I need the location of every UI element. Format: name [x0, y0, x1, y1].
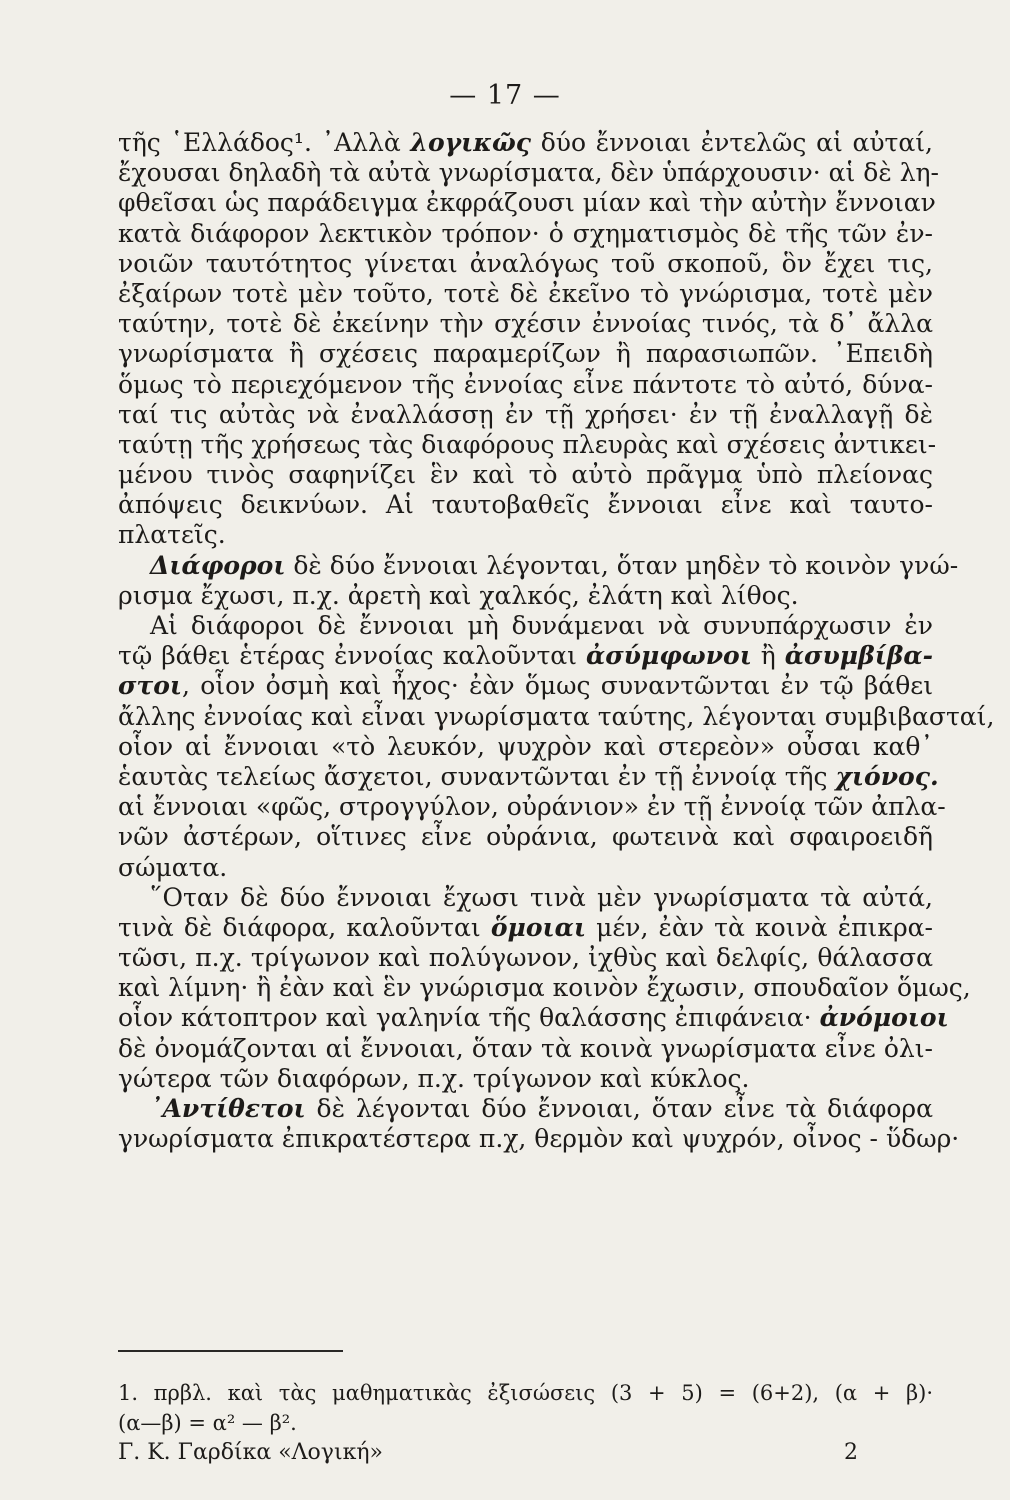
- text-run: δύο ἔννοιαι ἐντελῶς αἱ αὐταί,: [531, 128, 933, 157]
- text-run: ἔχουσαι δηλαδὴ τὰ αὐτὰ γνωρίσματα, δὲν ὑπάρχουσιν· αἱ δὲ λη-: [118, 158, 939, 188]
- text-line: [118, 370, 933, 400]
- text-line: [118, 309, 933, 339]
- text-line: [118, 581, 933, 611]
- footnote-line: (α—β) = α² — β².: [118, 1411, 297, 1435]
- text-run: ταύτῃ τῆς χρήσεως τὰς διαφόρους πλευρὰς καὶ σχέσεις ἀντικει-: [118, 429, 937, 459]
- emphasized-term: λογικῶς: [410, 128, 531, 157]
- text-line: [118, 339, 933, 369]
- text-run: τινὰ δὲ διάφορα, καλοῦνται: [118, 912, 491, 942]
- text-line: [118, 943, 933, 973]
- text-run: ἄλλης ἐννοίας καὶ εἶναι γνωρίσματα ταύτης, λέγονται συμβιβασταί,: [118, 701, 995, 731]
- text-line: [118, 671, 933, 701]
- footnote: [118, 1378, 933, 1438]
- text-run: πλατεῖς.: [118, 520, 226, 550]
- text-run: ἑαυτὰς τελείως ἄσχετοι, συναντῶνται ἐν τῇ ἐννοίᾳ τῆς: [118, 761, 836, 791]
- text-run: μένου τινὸς σαφηνίζει ἓν καὶ τὸ αὐτὸ πρᾶγμα ὑπὸ πλείονας: [118, 460, 933, 490]
- text-run: νοιῶν ταυτότητος γίνεται ἀναλόγως τοῦ σκοποῦ, ὃν ἔχει τις,: [118, 248, 933, 278]
- text-run: Αἱ διάφοροι δὲ ἔννοιαι μὴ δυνάμεναι νὰ συνυπάρχωσιν ἐν: [150, 611, 933, 640]
- text-line: [118, 913, 933, 943]
- text-line: [118, 460, 933, 490]
- text-line: [118, 822, 933, 852]
- text-run: ἀπόψεις δεικνύων. Αἱ ταυτοβαθεῖς ἔννοιαι εἶνε καὶ ταυτο-: [118, 490, 933, 520]
- text-line: [118, 490, 933, 520]
- text-run: καὶ λίμνη· ἢ ἐὰν καὶ ἓν γνώρισμα κοινὸν ἔχωσιν, σπουδαῖον ὅμως,: [118, 973, 971, 1003]
- text-run: ταί τις αὐτὰς νὰ ἐναλλάσσῃ ἐν τῇ χρήσει· ἐν τῇ ἐναλλαγῇ δὲ: [118, 399, 933, 429]
- footnote-line: 1. πρβλ. καὶ τὰς μαθηματικὰς ἐξισώσεις (3 + 5) = (6+2), (α + β)·: [118, 1381, 933, 1405]
- text-line: [118, 1124, 960, 1154]
- text-line: [118, 188, 936, 218]
- text-line: [118, 249, 933, 279]
- page-footer: [118, 1440, 858, 1465]
- text-line: [118, 1003, 949, 1033]
- text-run: γνωρίσματα ἢ σχέσεις παραμερίζων ἢ παρασιωπῶν. ᾿Επειδὴ: [118, 339, 933, 369]
- text-line: [118, 701, 995, 732]
- text-line: [118, 550, 959, 581]
- text-run: , οἷον ὀσμὴ καὶ ἦχος· ἐὰν ὅμως συναντῶνται ἐν τῷ βάθει: [182, 671, 933, 701]
- emphasized-term: ἀσύμφωνοι: [585, 641, 752, 671]
- text-line: [118, 1094, 933, 1124]
- text-run: σώματα.: [118, 852, 228, 882]
- emphasized-term: στοι: [118, 671, 183, 701]
- text-line: [118, 641, 933, 671]
- text-line: [118, 853, 933, 883]
- text-run: τῷ βάθει ἑτέρας ἐννοίας καλοῦνται: [118, 641, 586, 671]
- emphasized-term: Διάφοροι: [150, 550, 286, 580]
- text-run: ρισμα ἔχωσι, π.χ. ἀρετὴ καὶ χαλκός, ἐλάτη καὶ λίθος.: [118, 580, 799, 610]
- text-line: [118, 761, 939, 792]
- text-run: μέν, ἐὰν τὰ κοινὰ ἐπικρα-: [585, 912, 933, 942]
- text-run: αἱ ἔννοιαι «φῶς, στρογγύλον, οὐράνιον» ἐν τῇ ἐννοίᾳ τῶν ἀπλα-: [118, 792, 946, 822]
- signature-number: 2: [844, 1440, 858, 1465]
- text-run: νῶν ἀστέρων, οἵτινες εἶνε οὐράνια, φωτεινὰ καὶ σφαιροειδῆ: [118, 822, 933, 852]
- text-line: [118, 158, 939, 188]
- emphasized-term: ἀσυμβίβα-: [784, 641, 934, 671]
- text-run: δὲ ὀνομάζονται αἱ ἔννοιαι, ὅταν τὰ κοινὰ γνωρίσματα εἶνε ὀλι-: [118, 1033, 933, 1063]
- text-run: ὅμως τὸ περιεχόμενον τῆς ἐννοίας εἶνε πάντοτε τὸ αὐτό, δύνα-: [118, 369, 933, 399]
- text-run: ἐξαίρων τοτὲ μὲν τοῦτο, τοτὲ δὲ ἐκεῖνο τὸ γνώρισμα, τοτὲ μὲν: [118, 278, 933, 308]
- text-run: γνωρίσματα ἐπικρατέστερα π.χ, θερμὸν καὶ ψυχρόν, οἶνος - ὕδωρ·: [118, 1124, 960, 1154]
- text-line: [118, 429, 937, 460]
- text-run: ἢ: [751, 641, 785, 671]
- text-run: κατὰ διάφορον λεκτικὸν τρόπον· ὁ σχηματισμὸς δὲ τῆς τῶν ἐν-: [118, 218, 933, 248]
- text-line: [118, 611, 933, 641]
- text-line: [118, 1034, 933, 1064]
- text-run: τῆς ῾Ελλάδος¹. ᾿Αλλὰ: [118, 128, 411, 157]
- text-run: φθεῖσαι ὡς παράδειγμα ἐκφράζουσι μίαν καὶ τὴν αὐτὴν ἔννοιαν: [118, 188, 936, 218]
- text-line: [118, 1064, 933, 1094]
- text-run: ῞Οταν δὲ δύο ἔννοιαι ἔχωσι τινὰ μὲν γνωρίσματα τὰ αὐτά,: [150, 882, 933, 912]
- text-line: [118, 883, 933, 913]
- text-line: [118, 219, 933, 249]
- text-run: οἷον κάτοπτρον καὶ γαληνία τῆς θαλάσσης ἐπιφάνεια·: [118, 1003, 820, 1033]
- text-run: οἷον αἱ ἔννοιαι «τὸ λευκόν, ψυχρὸν καὶ στερεὸν» οὖσαι καθ᾿: [118, 731, 933, 761]
- text-run: τῶσι, π.χ. τρίγωνον καὶ πολύγωνον, ἰχθὺς καὶ δελφίς, θάλασσα: [118, 943, 933, 973]
- page-number: — 17 —: [449, 80, 561, 111]
- emphasized-term: ἀνόμοιοι: [819, 1003, 949, 1033]
- text-line: [118, 400, 933, 430]
- body-text: [118, 128, 995, 1154]
- footnote-rule: [118, 1350, 343, 1352]
- text-run: δὲ δύο ἔννοιαι λέγονται, ὅταν μηδὲν τὸ κοινὸν γνώ-: [285, 550, 959, 580]
- text-line: [118, 128, 933, 158]
- text-line: [118, 792, 946, 822]
- emphasized-term: χιόνος.: [835, 761, 939, 791]
- text-line: [118, 279, 933, 309]
- text-run: δὲ λέγονται δύο ἔννοιαι, ὅταν εἶνε τὰ διάφορα: [305, 1094, 933, 1123]
- text-run: γώτερα τῶν διαφόρων, π.χ. τρίγωνον καὶ κύκλος.: [118, 1063, 750, 1093]
- text-line: [118, 520, 933, 550]
- text-run: ταύτην, τοτὲ δὲ ἐκείνην τὴν σχέσιν ἐννοίας τινός, τὰ δ᾿ ἄλλα: [118, 309, 933, 339]
- book-signature: Γ. Κ. Γαρδίκα «Λογική»: [118, 1440, 383, 1465]
- text-line: [118, 973, 971, 1003]
- emphasized-term: ᾿Αντίθετοι: [150, 1094, 306, 1123]
- emphasized-term: ὅμοιαι: [490, 912, 586, 942]
- text-line: [118, 732, 933, 762]
